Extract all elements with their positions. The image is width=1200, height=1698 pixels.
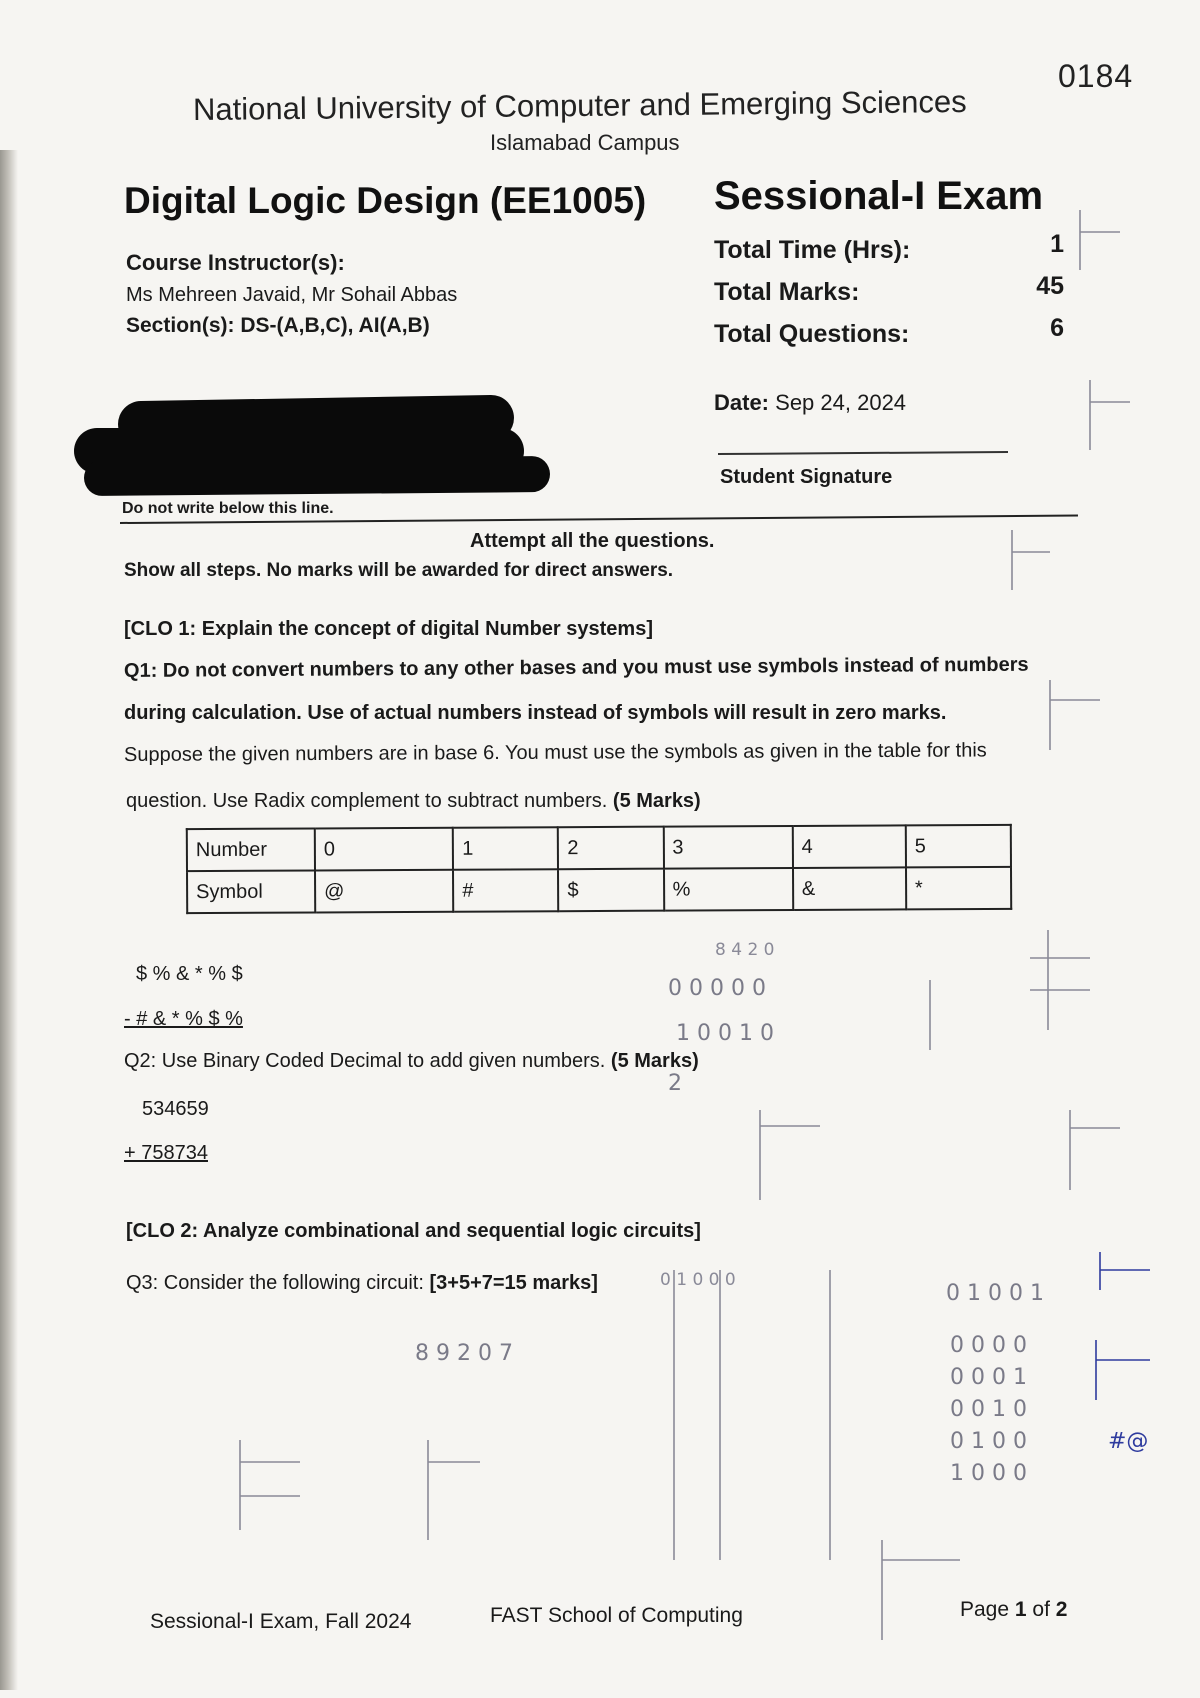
table-cell: 1: [453, 827, 558, 870]
date-value: Sep 24, 2024: [775, 390, 907, 415]
q2-operand-2: + 758734: [124, 1142, 208, 1164]
page-prefix: Page: [960, 1598, 1010, 1621]
handwritten-row: 0 1 0 0: [950, 1429, 1027, 1454]
table-cell: 4: [792, 825, 905, 868]
q1-line-1: Q1: Do not convert numbers to any other bases and you must use symbols instead of numbers: [123, 653, 1029, 682]
instructor-names: Ms Mehreen Javaid, Mr Sohail Abbas: [126, 284, 458, 306]
footer-exam: Sessional-I Exam, Fall 2024: [150, 1610, 412, 1633]
table-cell: *: [906, 867, 1011, 910]
table-cell: 0: [315, 828, 453, 871]
handwritten-row: 0 1 0 0 0: [660, 1270, 736, 1290]
handwritten-number: 8 9 2 0 7: [415, 1341, 513, 1366]
table-header-number: Number: [187, 828, 315, 871]
q3-marks: [3+5+7=15 marks]: [429, 1272, 598, 1294]
do-not-write-note: Do not write below this line.: [122, 500, 334, 517]
q2-text: [124, 1050, 699, 1073]
table-header-symbol: Symbol: [187, 870, 315, 913]
signature-line[interactable]: [718, 451, 1008, 455]
total-questions-label: Total Questions:: [714, 320, 910, 348]
symbol-table: [186, 824, 1012, 914]
q3-text: [126, 1272, 598, 1295]
instruction-show-steps: Show all steps. No marks will be awarded for direct answers.: [124, 560, 674, 581]
q1-line-4-text: question. Use Radix complement to subtract numbers.: [126, 790, 608, 812]
q2-marks: (5 Marks): [610, 1050, 699, 1072]
total-time-label: Total Time (Hrs):: [714, 236, 911, 264]
total-time-value: 1: [1050, 230, 1064, 258]
date-label: Date:: [714, 390, 770, 415]
q2-operand-1: 534659: [142, 1098, 209, 1120]
total-marks-label: Total Marks:: [714, 278, 860, 306]
signature-label: Student Signature: [720, 466, 893, 488]
handwritten-row: 0 0 0 0: [950, 1333, 1027, 1358]
handwritten-row: 0 0 0 0 0: [668, 976, 766, 1001]
total-questions-value: 6: [1050, 314, 1064, 342]
q3-question: Q3: Consider the following circuit:: [126, 1272, 424, 1294]
pen-division-marks: [1096, 1252, 1150, 1400]
section-info: Section(s): DS-(A,B,C), AI(A,B): [126, 314, 430, 337]
table-cell: 3: [663, 826, 792, 869]
table-cell: &: [793, 867, 906, 910]
q1-line-4: [126, 790, 701, 813]
table-cell: $: [558, 869, 663, 912]
table-cell: 5: [906, 825, 1011, 868]
handwritten-row: 1 0 0 1 0: [676, 1021, 774, 1046]
university-name: National University of Computer and Emerging Sciences: [192, 83, 967, 128]
q1-operand-1: $ % & * % $: [136, 963, 243, 985]
total-marks-value: 45: [1036, 272, 1064, 300]
table-cell: @: [315, 870, 453, 913]
table-cell: #: [453, 869, 558, 912]
exam-date: [714, 390, 906, 416]
clo2-heading: [CLO 2: Analyze combinational and sequential logic circuits]: [126, 1220, 701, 1242]
q1-operand-2: - # & * % $ %: [124, 1008, 243, 1030]
instruction-attempt: Attempt all the questions.: [470, 530, 715, 552]
clo1-heading: [CLO 1: Explain the concept of digital Number systems]: [124, 618, 653, 640]
course-title: Digital Logic Design (EE1005): [124, 180, 647, 221]
campus-name: Islamabad Campus: [490, 130, 680, 155]
table-row-symbol: [187, 867, 1011, 913]
handwritten-row: 0 0 0 1: [950, 1365, 1027, 1390]
q1-line-3: Suppose the given numbers are in base 6. You must use the symbols as given in the table for this: [123, 739, 987, 766]
instructor-label: Course Instructor(s):: [126, 250, 345, 275]
q1-line-2: during calculation. Use of actual numbers instead of symbols will result in zero marks.: [124, 702, 947, 724]
footer-school: FAST School of Computing: [490, 1604, 743, 1627]
serial-number: 0184: [1058, 58, 1134, 94]
exam-title: Sessional-I Exam: [714, 174, 1044, 218]
table-cell: 2: [558, 827, 663, 870]
handwritten-row: 1 0 0 0: [950, 1461, 1027, 1486]
handwritten-answer: #@: [1108, 1429, 1149, 1454]
footer-page-number: [960, 1598, 1067, 1622]
table-cell: %: [663, 868, 792, 911]
q2-question: Q2: Use Binary Coded Decimal to add given numbers.: [124, 1050, 606, 1072]
redaction-bar: [84, 456, 550, 496]
handwritten-note: 2: [668, 1071, 682, 1096]
page-current: 1: [1014, 1598, 1027, 1621]
table-row-number: [187, 825, 1011, 871]
handwritten-row: 0 1 0 0 1: [946, 1281, 1044, 1306]
page-of: of: [1032, 1598, 1050, 1621]
handwritten-row: 0 0 1 0: [950, 1397, 1027, 1422]
page-total: 2: [1055, 1598, 1068, 1621]
handwritten-bcd-weights: 8 4 2 0: [715, 940, 775, 960]
q1-marks: (5 Marks): [612, 790, 701, 812]
scan-shadow-edge: [0, 150, 18, 1690]
